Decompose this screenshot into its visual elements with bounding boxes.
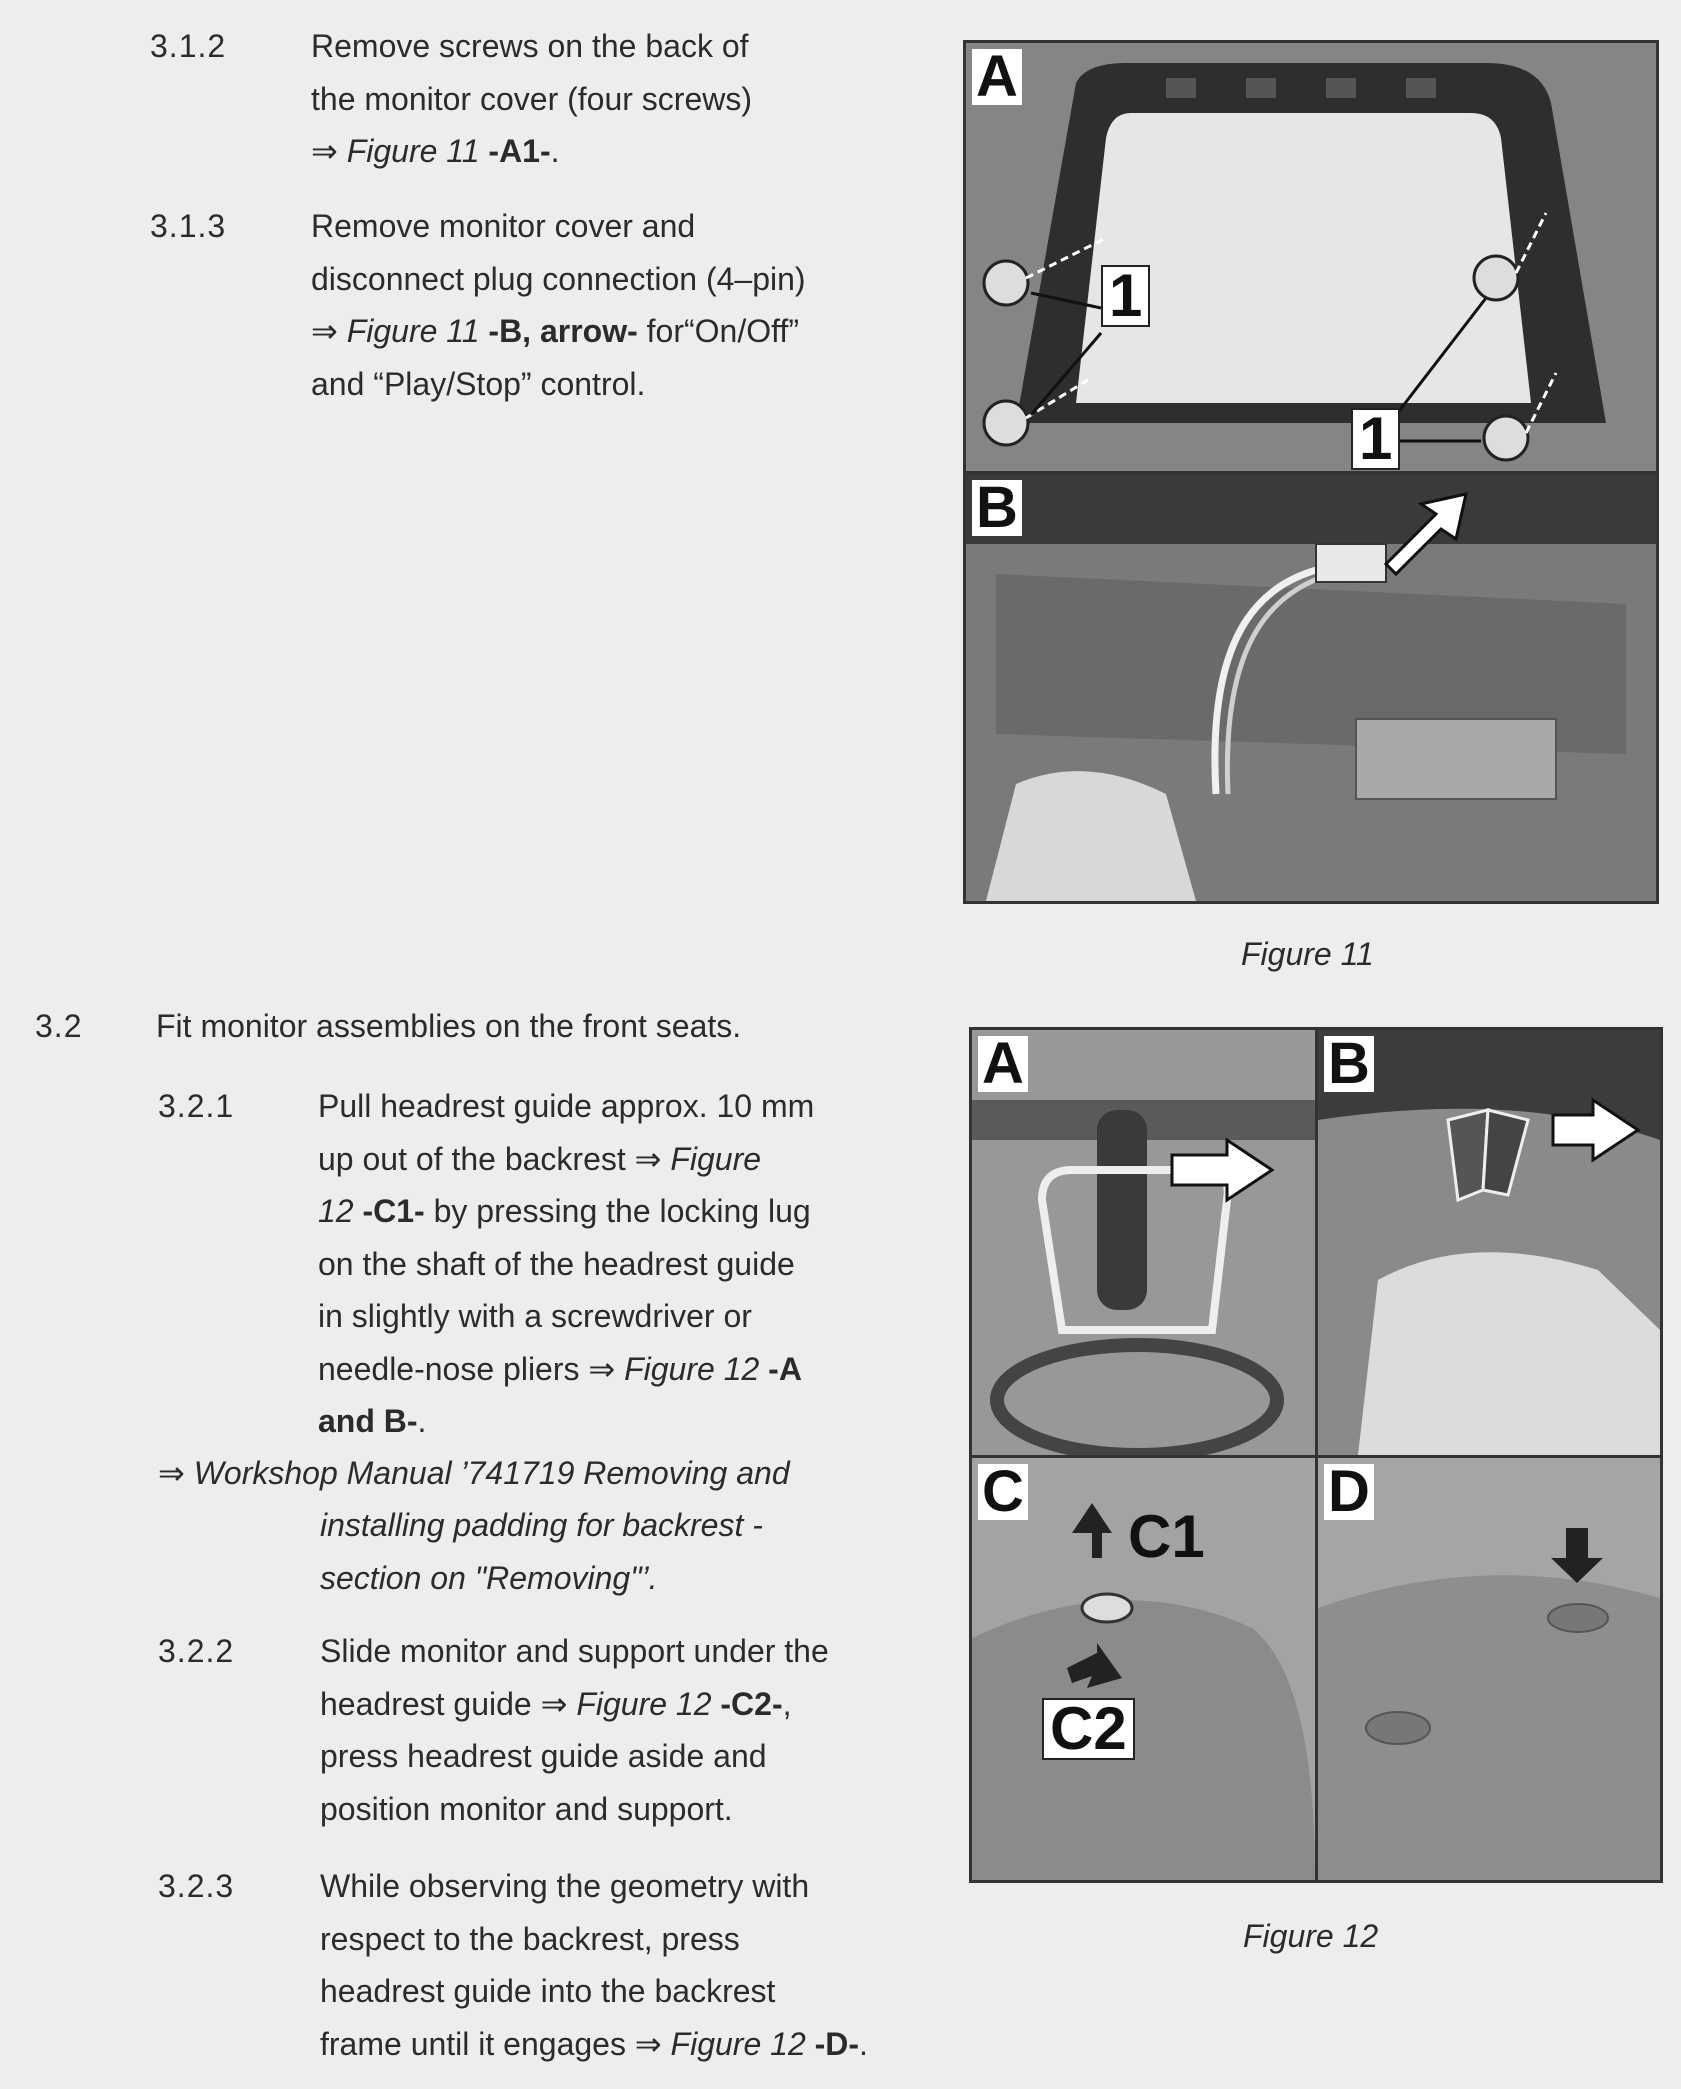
reference-arrow: ⇒ <box>540 1685 568 1722</box>
step-3-2-3-line-1: While observing the geometry with <box>320 1868 810 1904</box>
workshop-manual-reference[interactable] <box>158 1447 790 1500</box>
step-3-2-3-line-4-text: frame until it engages <box>320 2025 635 2062</box>
figure-reference[interactable]: Figure 11 <box>346 313 480 349</box>
reference-arrow: ⇒ <box>588 1350 616 1387</box>
step-3-2-1-line-3-rest: by pressing the locking lug <box>424 1193 811 1229</box>
step-3-2-2-line-2-text: headrest guide <box>320 1685 541 1722</box>
workshop-manual-reference-cont <box>320 1499 763 1604</box>
step-3-2-1-line-6 <box>318 1343 938 1396</box>
figure-callout-reference: -C1- <box>362 1193 425 1229</box>
figure-callout-reference: -A1- <box>488 133 551 169</box>
step-3-1-2-line-3 <box>311 125 931 178</box>
panel-letter-b: B <box>1324 1036 1374 1092</box>
step-number-3-2: 3.2 <box>35 1008 83 1044</box>
step-3-2-2-line-4: position monitor and support. <box>320 1790 733 1827</box>
step-3-2-1-line-2 <box>318 1133 938 1186</box>
panel-letter-b: B <box>972 480 1022 536</box>
step-3-1-3-line-4: and “Play/Stop” control. <box>311 365 646 402</box>
step-3-1-3-line-3 <box>311 305 931 358</box>
figure-12-caption: Figure 12 <box>1243 1918 1379 1954</box>
step-3-1-2-line-2: the monitor cover (four screws) <box>311 80 753 117</box>
step-3-1-2-line-1: Remove screws on the back of <box>311 28 749 64</box>
step-3-2-1-line-7 <box>318 1395 938 1448</box>
figure-12-panel-c <box>972 1458 1315 1880</box>
figure-12 <box>969 1027 1663 1883</box>
figure-callout-reference: -C2- <box>720 1685 783 1722</box>
step-3-2-3-line-2: respect to the backrest, press <box>320 1920 740 1957</box>
workshop-manual-reference-line-3: section on "Removing"’. <box>320 1559 658 1596</box>
panel-letter-a: A <box>972 49 1022 105</box>
plug-connection-photo <box>966 474 1656 901</box>
workshop-manual-reference-line-2: installing padding for backrest - <box>320 1507 763 1543</box>
step-3-2-2-line-3: press headrest guide aside and <box>320 1738 767 1774</box>
figure-12-panel-d <box>1318 1458 1660 1880</box>
step-number-3-1-3: 3.1.3 <box>150 208 227 244</box>
figure-callout-reference: -D- <box>814 2025 860 2062</box>
step-number-3-2-2: 3.2.2 <box>158 1633 235 1669</box>
reference-arrow: ⇒ <box>311 133 338 169</box>
callout-c1: C1 <box>1128 1503 1205 1570</box>
figure-reference[interactable]: Figure 12 <box>670 2025 806 2062</box>
step-3-2-3-text <box>320 1860 1020 2070</box>
step-3-2-2-line-2 <box>320 1678 940 1731</box>
figure-callout-reference: and B- <box>318 1403 418 1439</box>
step-3-2-1-text <box>318 1080 938 1448</box>
step-3-2-1-line-4: on the shaft of the headrest guide <box>318 1245 795 1282</box>
step-3-2-3-line-3: headrest guide into the backrest <box>320 1973 776 2009</box>
figure-11-panel-b <box>966 474 1656 901</box>
panel-letter-c: C <box>978 1464 1028 1520</box>
step-number-3-2-1: 3.2.1 <box>158 1088 235 1124</box>
figure-reference[interactable]: Figure 11 <box>346 133 480 169</box>
figure-12-panel-a <box>972 1030 1315 1455</box>
figure-reference[interactable]: Figure <box>670 1140 762 1177</box>
punctuation: , <box>782 1685 792 1722</box>
step-3-2-1-line-6-text: needle-nose pliers <box>318 1350 589 1387</box>
figure-11 <box>963 40 1659 904</box>
monitor-cover-photo <box>966 43 1656 471</box>
callout-screw-1-right: 1 <box>1351 408 1400 470</box>
step-3-1-3-line-3-rest: for“On/Off” <box>637 313 799 349</box>
figure-callout-reference: -B, arrow- <box>488 313 638 349</box>
step-number-3-2-3: 3.2.3 <box>158 1868 235 1904</box>
reference-arrow: ⇒ <box>634 1140 662 1177</box>
reference-arrow: ⇒ <box>158 1455 185 1491</box>
step-3-2-2-text <box>320 1625 940 1835</box>
figure-callout-reference: -A <box>768 1350 802 1387</box>
panel-letter-d: D <box>1324 1464 1374 1520</box>
reference-arrow: ⇒ <box>311 313 338 349</box>
step-3-1-3-line-2: disconnect plug connection (4–pin) <box>311 260 806 297</box>
callout-c2: C2 <box>1042 1698 1135 1760</box>
step-number-3-1-2: 3.1.2 <box>150 28 227 64</box>
panel-letter-a: A <box>978 1036 1028 1092</box>
step-3-2-2-line-1: Slide monitor and support under the <box>320 1633 829 1669</box>
step-3-1-3-line-1: Remove monitor cover and <box>311 208 696 244</box>
panel-divider-horizontal <box>972 1455 1660 1458</box>
figure-reference[interactable]: Figure 12 <box>624 1350 760 1387</box>
step-3-2-3-line-4 <box>320 2018 1020 2071</box>
punctuation: . <box>550 133 560 169</box>
step-3-2-1-line-1: Pull headrest guide approx. 10 mm <box>318 1088 815 1124</box>
step-3-1-3-text <box>311 200 931 410</box>
figure-reference[interactable]: Figure 12 <box>576 1685 712 1722</box>
figure-reference-number[interactable]: 12 <box>318 1193 354 1229</box>
punctuation: . <box>417 1403 427 1439</box>
reference-arrow: ⇒ <box>634 2025 662 2062</box>
step-3-2-1-line-3 <box>318 1185 938 1238</box>
figure-12-panel-b <box>1318 1030 1660 1455</box>
punctuation: . <box>859 2025 868 2062</box>
step-3-2-1-line-5: in slightly with a screwdriver or <box>318 1298 752 1334</box>
workshop-manual-reference-line-1: Workshop Manual ’741719 Removing and <box>193 1455 790 1491</box>
step-3-2-1-line-2-text: up out of the backrest <box>318 1140 635 1177</box>
figure-11-panel-a <box>966 43 1656 471</box>
step-3-2-text: Fit monitor assemblies on the front seats. <box>156 1008 742 1044</box>
figure-11-caption: Figure 11 <box>1241 936 1374 972</box>
step-3-1-2-text <box>311 20 931 178</box>
callout-screw-1-left: 1 <box>1101 265 1150 327</box>
